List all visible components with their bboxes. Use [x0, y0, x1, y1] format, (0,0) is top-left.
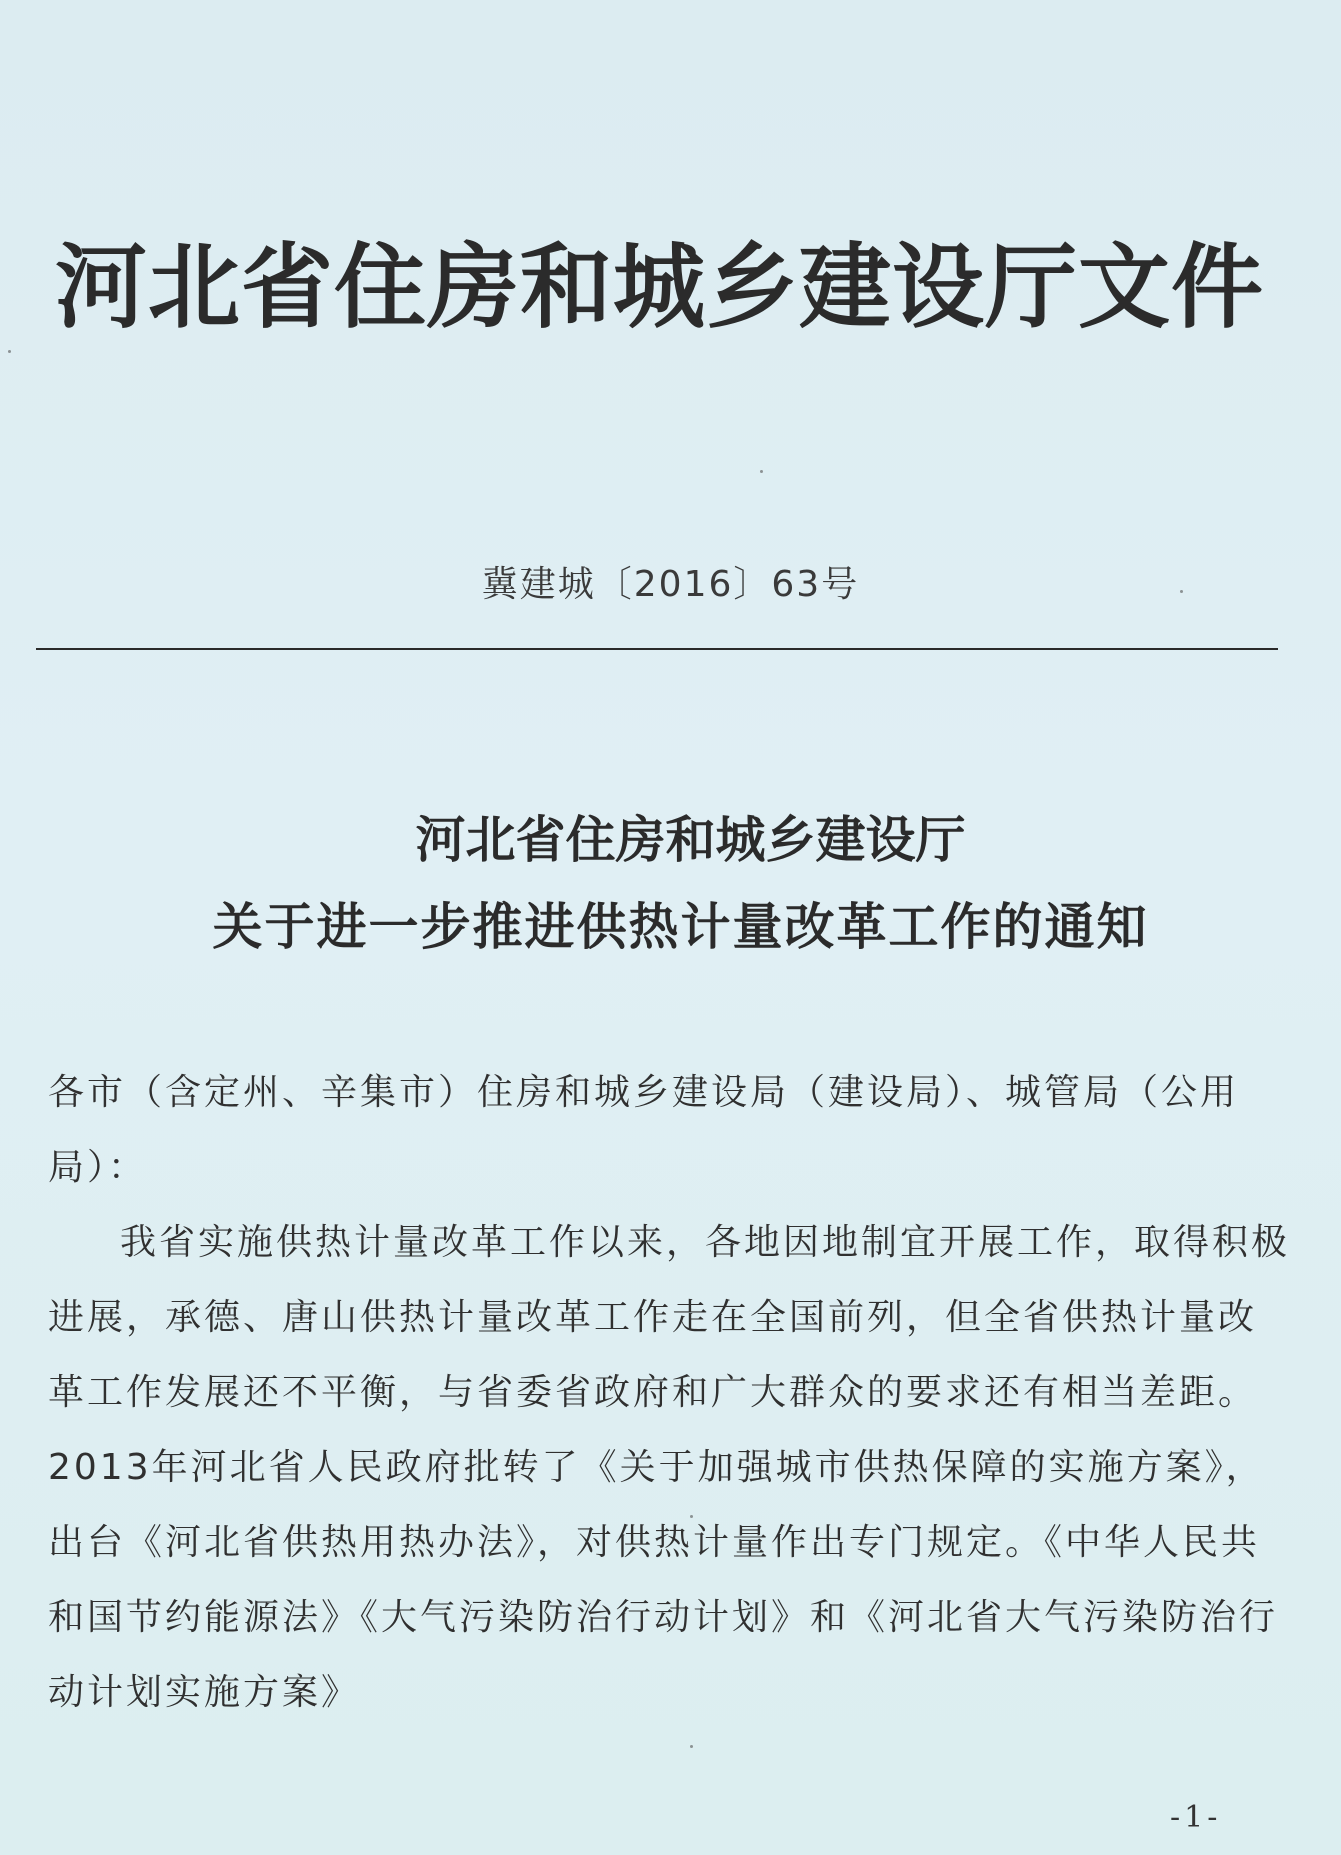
page-number: -1- [1170, 1800, 1222, 1835]
addressee-paragraph: 各市（含定州、辛集市）住房和城乡建设局（建设局）、城管局（公用局）： [48, 1072, 1240, 1188]
scan-speck [690, 1515, 693, 1518]
scan-speck [1180, 590, 1183, 593]
header-separator-line [36, 648, 1278, 650]
document-header-title: 河北省住房和城乡建设厅文件 [55, 233, 1265, 341]
scan-speck [690, 1745, 693, 1748]
notice-title-line-1: 河北省住房和城乡建设厅 [415, 810, 966, 869]
scan-speck [8, 350, 11, 353]
body-paragraph-1: 我省实施供热计量改革工作以来，各地因地制宜开展工作，取得积极进展，承德、唐山供热计量改革工作走在全国前列，但全省供热计量改革工作发展还不平衡，与省委省政府和广大群众的要求还有相当差距。2013年河北省人民政府批转了《关于加强城市供热保障的实施方案》，出台《河北省供热用热办法》，对供热计量作出专门规定。《中华人民共和国节约能源法》《大气污染防治行动计划》和《河北省大气污染防治行动计划实施方案》 [48, 1222, 1291, 1713]
scan-speck [760, 470, 763, 473]
notice-title-line-2: 关于进一步推进供热计量改革工作的通知 [212, 897, 1149, 956]
notice-body [48, 1055, 1293, 1730]
document-number: 冀建城〔2016〕63号 [481, 564, 860, 605]
